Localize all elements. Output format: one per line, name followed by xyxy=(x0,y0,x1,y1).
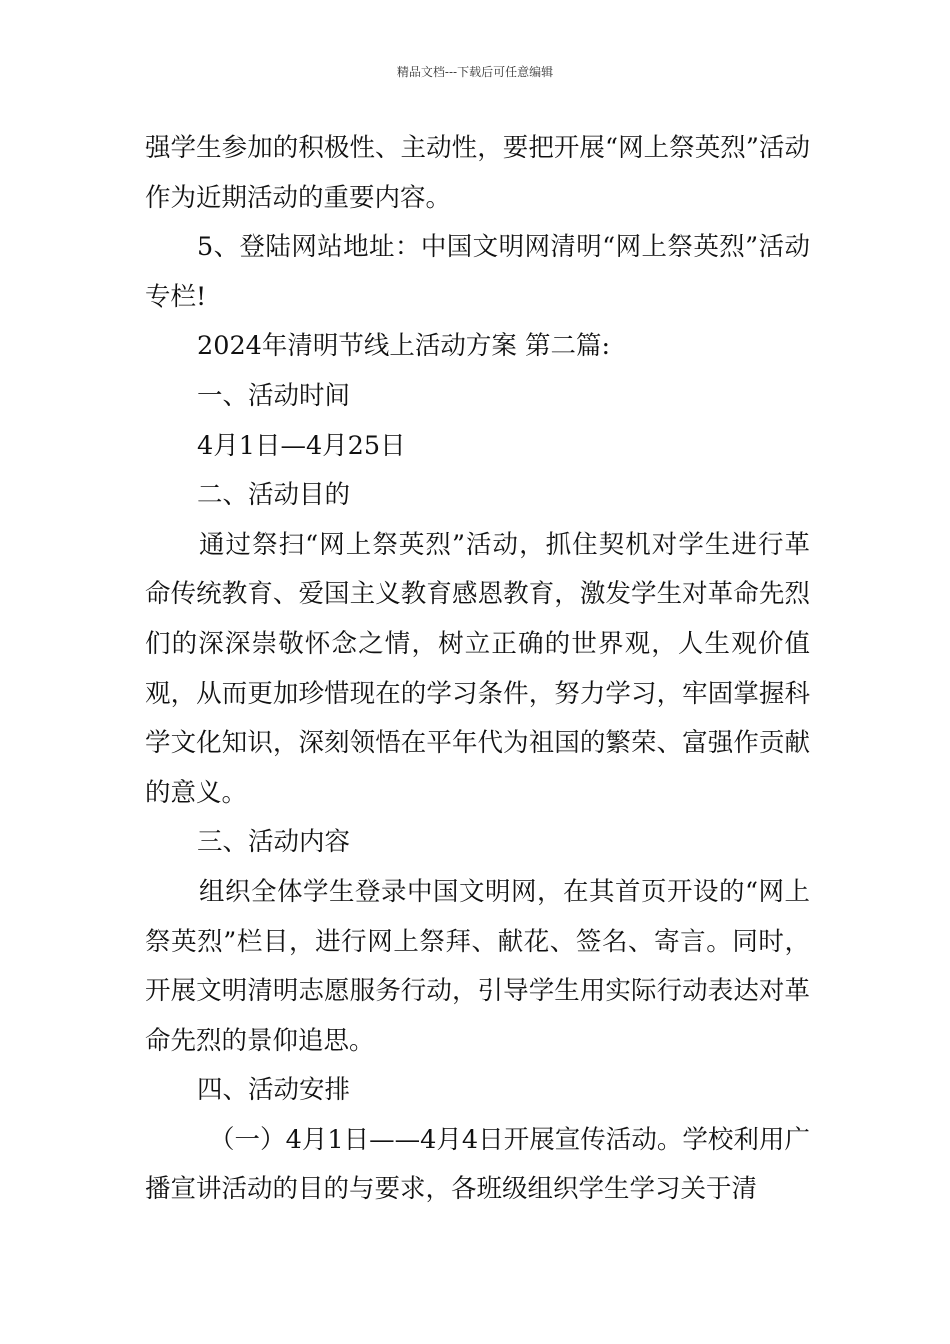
document-body xyxy=(145,124,810,1215)
page-header: 精品文档---下载后可任意编辑 xyxy=(396,65,554,79)
paragraph-arrangement-stage-1: （一）4月1日——4月4日开展宣传活动。学校利用广播宣讲活动的目的与要求，各班级组织学生学习关于清 xyxy=(145,1124,810,1205)
paragraph-activity-dates: 4月1日—4月25日 xyxy=(197,430,406,461)
paragraph-continuation: 强学生参加的积极性、主动性，要把开展“网上祭英烈”活动作为近期活动的重要内容。 xyxy=(145,133,810,213)
heading-activity-purpose: 二、活动目的 xyxy=(197,480,351,511)
paragraph-website-address: 5、登陆网站地址：中国文明网清明“网上祭英烈”活动专栏! xyxy=(145,232,810,312)
heading-activity-arrangement: 四、活动安排 xyxy=(197,1075,351,1106)
heading-activity-time: 一、活动时间 xyxy=(197,380,351,411)
paragraph-activity-purpose: 通过祭扫“网上祭英烈”活动，抓住契机对学生进行革命传统教育、爱国主义教育感恩教育，激发学生对革命先烈们的深深崇敬怀念之情，树立正确的世界观，人生观价值观，从而更加珍惜现在的学习条件，努力学习，牢固掌握科学文化知识，深刻领悟在平年代为祖国的繁荣、富强作贡献的意义。 xyxy=(145,529,810,808)
heading-activity-content: 三、活动内容 xyxy=(197,827,351,858)
section-title-second-plan: 2024年清明节线上活动方案 第二篇: xyxy=(197,331,611,362)
paragraph-activity-content: 组织全体学生登录中国文明网，在其首页开设的“网上祭英烈”栏目，进行网上祭拜、献花、签名、寄言。同时，开展文明清明志愿服务行动，引导学生用实际行动表达对革命先烈的景仰追思。 xyxy=(145,876,810,1056)
